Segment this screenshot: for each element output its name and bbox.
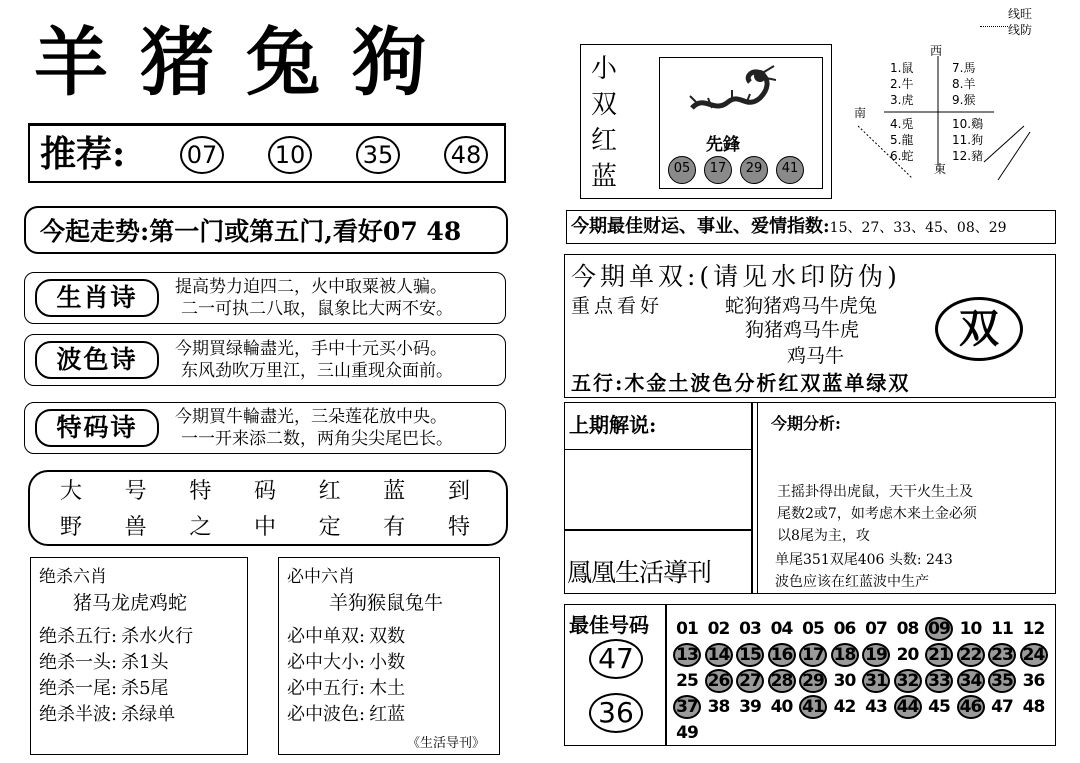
number-cell-highlighted: 41	[799, 695, 827, 719]
compass-south: 南	[854, 106, 867, 120]
analysis-box	[564, 402, 1056, 594]
kill-lines	[39, 624, 245, 728]
poem-lines	[175, 338, 505, 382]
rule-key: 必中五行:	[287, 678, 366, 699]
analysis-rule-top	[565, 449, 751, 450]
best-pick-2: 36	[589, 693, 643, 733]
banner-char: 中	[253, 515, 276, 540]
poem-lines	[175, 406, 505, 450]
pioneer-number: 17	[704, 156, 732, 184]
pioneer-box	[580, 44, 832, 199]
analysis-rule-mid	[565, 529, 751, 531]
rule-value: 木土	[369, 678, 406, 699]
banner-char: 之	[189, 515, 212, 540]
trend-box	[24, 206, 508, 254]
rule-value: 双数	[369, 626, 406, 647]
rule-line	[287, 650, 493, 676]
rule-line	[39, 650, 245, 676]
must-box	[278, 557, 500, 755]
rule-key: 必中单双:	[287, 626, 366, 647]
banner-char: 红	[318, 479, 341, 504]
number-cell-highlighted: 13	[673, 643, 701, 667]
compass-item: 8.羊	[952, 77, 976, 91]
number-cell: 25	[676, 671, 698, 691]
oddeven-title: 今期单双:(请见水印防伪)	[571, 262, 901, 291]
kill-zodiacs: 猪马龙虎鸡蛇	[73, 592, 188, 614]
number-cell-highlighted: 46	[957, 695, 985, 719]
number-cell: 03	[739, 619, 761, 639]
pioneer-number: 41	[776, 156, 804, 184]
fortune-box	[566, 210, 1056, 244]
number-cell: 02	[707, 619, 730, 639]
best-pick-1: 47	[589, 639, 643, 679]
number-cell: 40	[770, 697, 793, 717]
rule-key: 绝杀一尾:	[39, 678, 118, 699]
compass-item: 5.龍	[890, 133, 914, 147]
rule-line	[287, 624, 493, 650]
number-cell: 05	[802, 619, 824, 639]
pioneer-label: 先鋒	[706, 135, 740, 155]
oddeven-wuxing: 五行:木金土波色分析红双蓝单绿双	[571, 371, 911, 395]
poem-line: 今期買牛輪盡光，三朵莲花放中央。	[175, 407, 447, 427]
poem-box	[24, 334, 506, 386]
number-cell-highlighted: 19	[862, 643, 890, 667]
banner-char: 兽	[124, 515, 147, 540]
analysis-text	[777, 481, 1051, 547]
poem-label: 波色诗	[35, 341, 159, 379]
compass-east: 東	[934, 162, 947, 176]
banner-char: 野	[60, 515, 83, 540]
number-cell: 47	[991, 697, 1013, 717]
number-cell-highlighted: 34	[957, 669, 985, 693]
number-cell-highlighted: 23	[988, 643, 1016, 667]
compass-right-list	[952, 60, 983, 164]
number-cell: 11	[991, 619, 1013, 639]
banner-row-1	[60, 478, 470, 506]
fortune-row	[571, 215, 1007, 240]
banner-char: 特	[447, 515, 470, 540]
banner-char: 蓝	[383, 479, 406, 504]
best-box	[564, 604, 1056, 746]
poem-line: 一一开来添二数，两角尖尖尾巴长。	[181, 429, 453, 449]
cur-label: 今期分析:	[771, 414, 841, 433]
number-cell-highlighted: 29	[799, 669, 827, 693]
best-divider	[665, 605, 667, 745]
pioneer-numbers	[668, 156, 818, 184]
recommend-number: 07	[180, 136, 224, 174]
must-footer: 《生活导刊》	[407, 736, 486, 751]
pioneer-side-char: 双	[591, 90, 618, 120]
rule-key: 绝杀半波:	[39, 704, 118, 725]
compass-item: 7.馬	[952, 61, 976, 75]
compass-item: 1.鼠	[890, 61, 914, 75]
compass-item: 6.蛇	[890, 149, 914, 163]
analysis-extra	[775, 549, 1051, 593]
banner-char: 号	[124, 479, 147, 504]
number-cell-highlighted: 09	[925, 617, 953, 641]
last-label: 上期解说:	[569, 413, 657, 437]
number-cell-highlighted: 14	[705, 643, 733, 667]
rule-key: 绝杀五行:	[39, 626, 118, 647]
number-cell-highlighted: 28	[768, 669, 796, 693]
number-cell: 08	[896, 619, 919, 639]
number-cell-highlighted: 32	[894, 669, 922, 693]
banner-char: 定	[318, 515, 341, 540]
pioneer-inner-frame	[659, 57, 823, 189]
recommend-number: 48	[444, 136, 488, 174]
number-cell-highlighted: 22	[957, 643, 985, 667]
banner-char: 有	[383, 515, 406, 540]
dragon-icon	[684, 64, 776, 126]
analysis-divider	[751, 403, 753, 593]
analysis-line: 王摇卦得出虎鼠，天干火生土及	[777, 484, 973, 500]
recommend-number: 10	[268, 136, 312, 174]
rule-line	[287, 702, 493, 728]
rule-line	[39, 676, 245, 702]
poem-line: 提高势力迫四二，火中取粟被人骗。	[175, 277, 447, 297]
pioneer-side-char: 小	[591, 54, 618, 84]
pioneer-side-char: 蓝	[591, 162, 618, 192]
rule-value: 杀5尾	[121, 678, 169, 699]
main-title: 羊猪兔狗	[34, 20, 458, 106]
number-cell: 04	[770, 619, 793, 639]
poem-line: 二一可执二八取，鼠象比大两不安。	[181, 299, 453, 319]
trend-text: 今起走势:第一门或第五门,看好07 48	[40, 217, 462, 246]
rule-key: 必中波色:	[287, 704, 366, 725]
number-cell-highlighted: 18	[831, 643, 859, 667]
rule-key: 必中大小:	[287, 652, 366, 673]
oddeven-box	[564, 254, 1056, 398]
compass-west: 西	[930, 44, 943, 58]
number-cell-highlighted: 21	[925, 643, 953, 667]
number-cell-highlighted: 17	[799, 643, 827, 667]
rule-value: 红蓝	[369, 704, 406, 725]
compass-item: 12.豬	[952, 149, 984, 163]
compass-item: 9.猴	[952, 93, 976, 107]
oddeven-line-2: 狗猪鸡马牛虎	[745, 319, 860, 341]
number-cell-highlighted: 26	[705, 669, 733, 693]
number-cell: 49	[676, 723, 698, 743]
banner-char: 特	[189, 479, 212, 504]
poem-label: 特码诗	[35, 409, 159, 447]
analysis-line: 尾数2或7，如考虑木来土金必须	[777, 506, 977, 522]
number-cell: 30	[833, 671, 856, 691]
kill-title: 绝杀六肖	[39, 567, 107, 587]
best-label: 最佳号码	[569, 613, 649, 637]
number-cell-highlighted: 35	[988, 669, 1016, 693]
number-cell: 06	[833, 619, 856, 639]
top-right-notes	[1008, 6, 1032, 38]
rule-value: 杀绿单	[121, 704, 176, 725]
number-cell: 38	[707, 697, 730, 717]
number-cell-highlighted: 31	[862, 669, 890, 693]
recommend-label: 推荐:	[40, 133, 126, 175]
poem-lines	[175, 276, 505, 320]
recommend-numbers	[180, 136, 500, 176]
oddeven-line-3: 鸡马牛	[787, 345, 845, 367]
analysis-extra-line: 单尾351双尾406 头数: 243	[775, 552, 953, 568]
poem-box	[24, 272, 506, 324]
number-cell: 48	[1022, 697, 1045, 717]
brand-label: 鳳凰生活導刊	[567, 558, 712, 587]
compass-chart	[848, 40, 1038, 190]
fortune-numbers: 15、27、33、45、08、29	[829, 220, 1007, 236]
oddeven-focus-label: 重点看好	[571, 295, 664, 317]
compass-left-list	[890, 60, 913, 164]
rule-key: 绝杀一头:	[39, 652, 118, 673]
banner-box	[28, 470, 508, 546]
banner-char: 码	[253, 479, 276, 504]
poem-line: 今期買绿輪盡光，手中十元买小码。	[175, 339, 447, 359]
recommend-box	[28, 123, 506, 183]
compass-item: 4.兎	[890, 117, 914, 131]
note-1: 线旺	[1008, 7, 1033, 21]
analysis-extra-line: 波色应该在红蓝波中生产	[775, 574, 929, 590]
pioneer-number: 05	[668, 156, 696, 184]
number-cell: 07	[865, 619, 887, 639]
banner-row-2	[60, 514, 470, 542]
fortune-label: 今期最佳财运、事业、爱情指数:	[571, 216, 830, 237]
number-cell: 10	[959, 619, 982, 639]
poem-label: 生肖诗	[35, 279, 159, 317]
rule-line	[39, 624, 245, 650]
number-cell-highlighted: 24	[1020, 643, 1048, 667]
oddeven-stamp: 双	[935, 297, 1023, 361]
banner-char: 到	[447, 479, 470, 504]
pioneer-number: 29	[740, 156, 768, 184]
number-cell: 42	[833, 697, 856, 717]
number-cell-highlighted: 33	[925, 669, 953, 693]
rule-value: 杀水火行	[121, 626, 194, 647]
must-title: 必中六肖	[287, 567, 355, 587]
compass-item: 10.鷄	[952, 117, 984, 131]
number-cell-highlighted: 16	[768, 643, 796, 667]
compass-item: 3.虎	[890, 93, 914, 107]
kill-box	[30, 557, 248, 755]
banner-char: 大	[60, 479, 83, 504]
must-lines	[287, 624, 493, 728]
number-cell: 39	[739, 697, 761, 717]
pioneer-side-char: 红	[591, 126, 618, 156]
rule-value: 小数	[369, 652, 406, 673]
number-cell-highlighted: 15	[736, 643, 764, 667]
compass-item: 2.牛	[890, 77, 914, 91]
note-dots	[980, 26, 1008, 27]
poem-line: 东风劲吹万里江，三山重现众面前。	[181, 361, 453, 381]
analysis-line: 以8尾为主，攻	[777, 528, 870, 544]
rule-value: 杀1头	[121, 652, 169, 673]
number-cell: 43	[865, 697, 887, 717]
rule-line	[287, 676, 493, 702]
recommend-number: 35	[356, 136, 400, 174]
number-cell: 36	[1022, 671, 1045, 691]
oddeven-line-1: 蛇狗猪鸡马牛虎兔	[725, 295, 878, 317]
number-cell-highlighted: 44	[894, 695, 922, 719]
poem-box	[24, 402, 506, 454]
compass-item: 11.狗	[952, 133, 984, 147]
number-cell: 12	[1022, 619, 1045, 639]
number-cell: 01	[676, 619, 698, 639]
number-cell: 45	[928, 697, 950, 717]
rule-line	[39, 702, 245, 728]
note-2: 线防	[1008, 23, 1033, 37]
number-cell-highlighted: 27	[736, 669, 764, 693]
number-cell: 20	[896, 645, 919, 665]
pioneer-side-chars	[591, 51, 621, 195]
must-zodiacs: 羊狗猴鼠兔牛	[329, 592, 444, 614]
analysis-divider-2	[757, 403, 758, 593]
number-cell-highlighted: 37	[673, 695, 701, 719]
number-grid	[673, 617, 1055, 743]
